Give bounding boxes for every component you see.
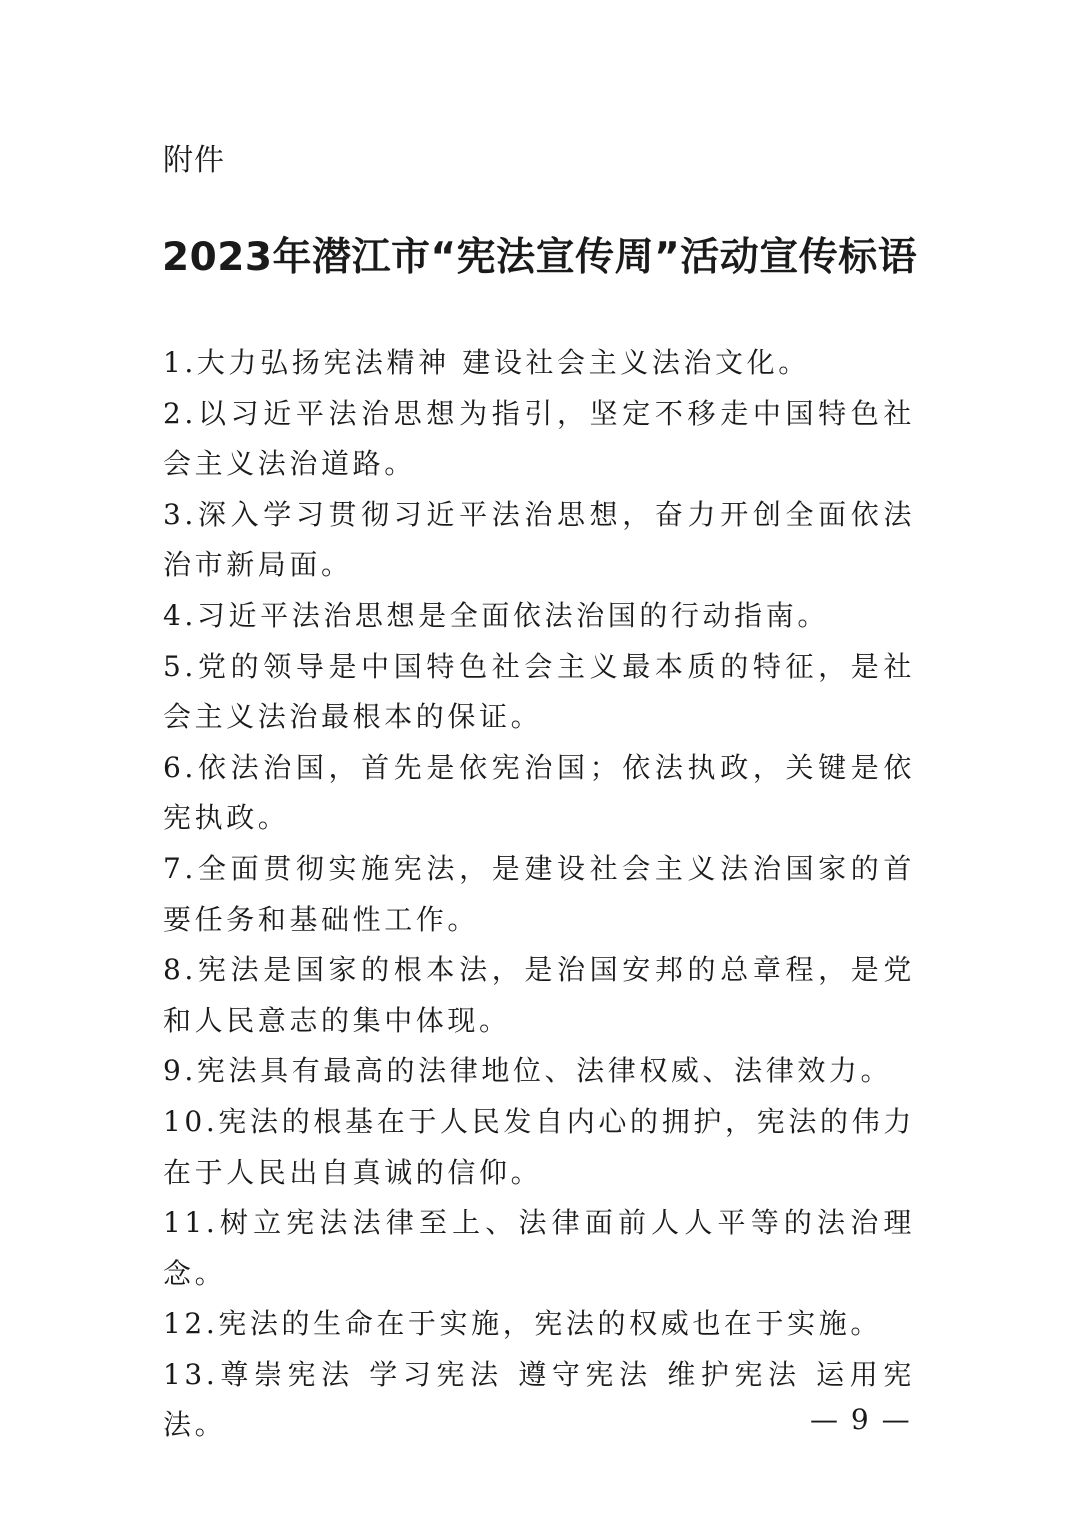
slogan-item: 13.尊崇宪法 学习宪法 遵守宪法 维护宪法 运用宪法。 (163, 1357, 915, 1442)
slogan-item: 2.以习近平法治思想为指引，坚定不移走中国特色社会主义法治道路。 (163, 396, 915, 481)
slogan-item: 4.习近平法治思想是全面依法治国的行动指南。 (163, 598, 829, 632)
page-number: — 9 — (810, 1403, 912, 1436)
slogan-item: 1.大力弘扬宪法精神 建设社会主义法治文化。 (163, 346, 810, 379)
attachment-label: 附件 (163, 143, 225, 178)
slogan-item: 6.依法治国，首先是依宪治国；依法执政，关键是依宪执政。 (163, 750, 915, 835)
document-title: 2023年潜江市“宪法宣传周”活动宣传标语 (162, 235, 918, 280)
slogan-item: 8.宪法是国家的根本法，是治国安邦的总章程，是党和人民意志的集中体现。 (163, 953, 915, 1037)
slogan-item: 9.宪法具有最高的法律地位、法律权威、法律效力。 (163, 1054, 893, 1088)
slogan-item: 3.深入学习贯彻习近平法治思想，奋力开创全面依法治市新局面。 (163, 497, 915, 582)
slogan-item: 10.宪法的根基在于人民发自内心的拥护，宪法的伟力在于人民出自真诚的信仰。 (163, 1104, 915, 1189)
slogan-item: 11.树立宪法法律至上、法律面前人人平等的法治理念。 (163, 1206, 915, 1290)
slogan-item: 5.党的领导是中国特色社会主义最本质的特征，是社会主义法治最根本的保证。 (163, 649, 915, 734)
slogan-item: 12.宪法的生命在于实施，宪法的权威也在于实施。 (163, 1307, 882, 1341)
slogan-list (163, 338, 915, 1451)
slogan-item: 7.全面贯彻实施宪法，是建设社会主义法治国家的首要任务和基础性工作。 (163, 851, 915, 936)
